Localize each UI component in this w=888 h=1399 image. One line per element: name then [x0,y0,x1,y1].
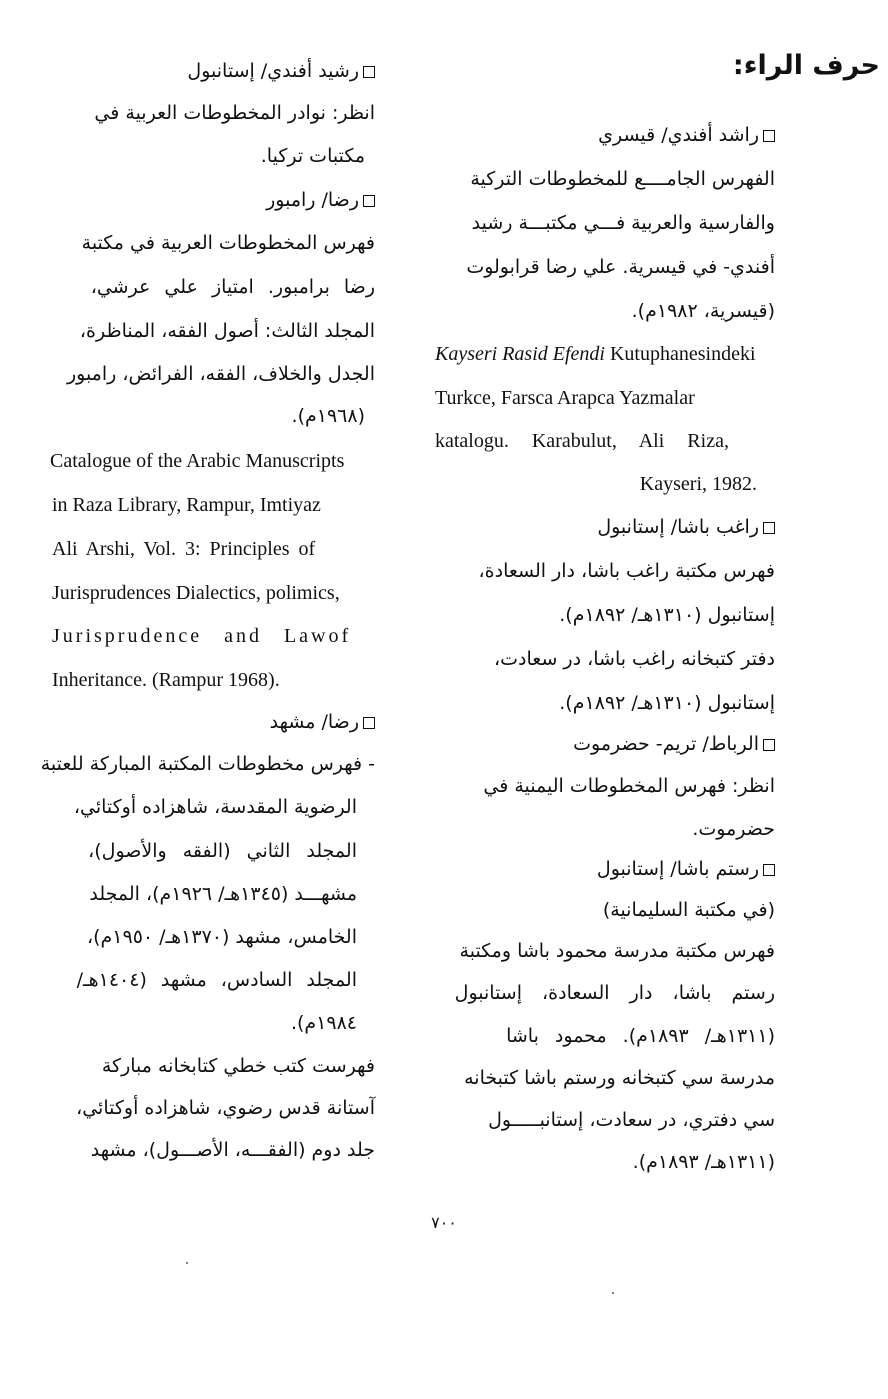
text-line: (١٣١١هـ/ ١٨٩٣م). [632,1151,775,1173]
text-line: سي دفتري، در سعادت، إستانبـــــول [488,1109,775,1131]
text-line: آستانة قدس رضوي، شاهزاده أوكتائي، [76,1097,375,1119]
italic-title: Kayseri Rasid Efendi [435,343,605,365]
entry-title-text: رضا/ مشهد [269,711,359,733]
scan-speck [186,1262,188,1264]
text-line: رضا برامبور. امتياز علي عرشي، [90,276,375,298]
text-line: فهرس مكتبة راغب باشا، دار السعادة، [478,560,775,582]
entry-title-text: راشد أفندي/ قيسري [598,124,759,146]
english-line: Catalogue of the Arabic Manuscripts [50,450,345,472]
text-line: الخامس، مشهد (١٣٧٠هـ/ ١٩٥٠م)، [86,926,357,948]
checkbox-square-icon [363,195,375,207]
text-line: دفتر كتبخانه راغب باشا، در سعادت، [494,648,775,670]
entry-title [425,733,775,755]
checkbox-square-icon [763,130,775,142]
english-line: Jurisprudence and Lawof [52,625,352,647]
entry-title [425,858,775,880]
text-line: (قيسرية، ١٩٨٢م). [631,300,775,322]
text-line: انظر: فهرس المخطوطات اليمنية في [483,775,775,797]
text-line: والفارسية والعربية فـــي مكتبـــة رشيد [471,212,775,234]
entry-title [425,124,775,146]
text-line: الفهرس الجامــــع للمخطوطات التركية [470,168,775,190]
text-line: فهرست كتب خطي كتابخانه مباركة [101,1055,375,1077]
english-line: Ali Arshi, Vol. 3: Principles of [52,538,316,560]
checkbox-square-icon [363,66,375,78]
entry-title [40,711,375,733]
text-line: انظر: نوادر المخطوطات العربية في [94,102,375,124]
page-number: ٧٠٠ [431,1213,457,1232]
text-line: إستانبول (١٣١٠هـ/ ١٨٩٢م). [559,604,775,626]
checkbox-square-icon [763,864,775,876]
text-line: مدرسة سي كتبخانه ورستم باشا كتبخانه [464,1067,775,1089]
text-line: مشهـــد (١٣٤٥هـ/ ١٩٢٦م)، المجلد [89,883,357,905]
english-line: Kayseri, 1982. [639,473,757,495]
text-line: حضرموت. [692,818,775,840]
entry-title-text: رستم باشا/ إستانبول [596,858,759,880]
text-line: فهرس المخطوطات العربية في مكتبة [81,232,375,254]
text-line: مكتبات تركيا. [260,145,365,167]
entry-title [40,60,375,82]
entry-title-text: رضا/ رامبور [266,189,359,211]
english-line: Jurisprudences Dialectics, polimics, [52,582,340,604]
english-text: Kutuphanesindeki [609,343,756,365]
entry-title-text: رشيد أفندي/ إستانبول [187,60,359,82]
text-line: المجلد السادس، مشهد (١٤٠٤هـ/ [76,969,357,991]
english-line: Turkce, Farsca Arapca Yazmalar [435,387,695,409]
checkbox-square-icon [763,739,775,751]
text-line: (١٩٦٨م). [291,405,365,427]
text-line: المجلد الثالث: أصول الفقه، المناظرة، [79,320,375,342]
text-line: أفندي- في قيسرية. علي رضا قرابولوت [466,256,775,278]
english-line [435,343,775,366]
checkbox-square-icon [363,717,375,729]
english-line: in Raza Library, Rampur, Imtiyaz [52,494,321,516]
text-line: المجلد الثاني (الفقه والأصول)، [88,840,357,862]
entry-title [425,516,775,538]
entry-title [40,189,375,211]
text-line: جلد دوم (الفقـــه، الأصـــول)، مشهد [90,1139,375,1161]
text-line: - فهرس مخطوطات المكتبة المباركة للعتبة [40,753,375,775]
text-line: ١٩٨٤م). [290,1012,357,1034]
entry-title-text: راغب باشا/ إستانبول [597,516,759,538]
checkbox-square-icon [763,522,775,534]
text-line: فهرس مكتبة مدرسة محمود باشا ومكتبة [459,940,775,962]
text-line: (في مكتبة السليمانية) [602,899,775,921]
text-line: الرضوية المقدسة، شاهزاده أوكتائي، [73,796,357,818]
text-line: (١٣١١هـ/ ١٨٩٣م). محمود باشا [506,1025,775,1047]
scan-speck [612,1292,614,1294]
english-line: Inheritance. (Rampur 1968). [52,669,280,691]
text-line: إستانبول (١٣١٠هـ/ ١٨٩٢م). [559,692,775,714]
text-line: الجدل والخلاف، الفقه، الفرائض، رامبور [66,363,375,385]
english-line: katalogu. Karabulut, Ali Riza, [435,430,729,452]
entry-title-text: الرباط/ تريم- حضرموت [573,733,759,755]
section-heading: حرف الراء: [732,50,880,81]
text-line: رستم باشا، دار السعادة، إستانبول [454,982,775,1004]
